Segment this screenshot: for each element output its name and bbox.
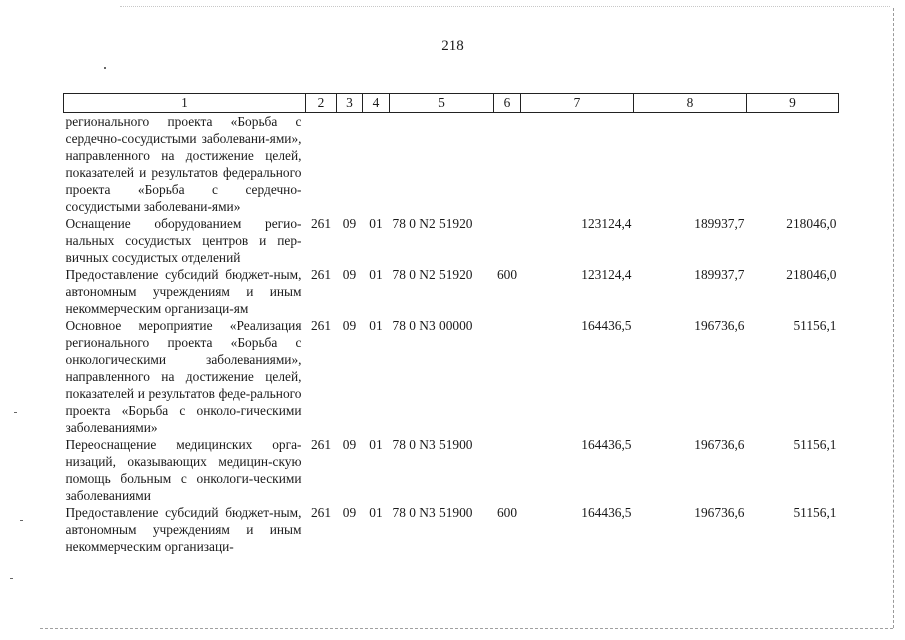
- cell-expense-type: 600: [496, 505, 518, 520]
- row-description: Предоставление субсидий бюджет-ным, автономным учреждениям и иным некоммерческим организаци-: [65, 505, 302, 554]
- scan-speck: [20, 520, 23, 521]
- cell-ministry-code: 261: [310, 318, 332, 333]
- column-header: 2: [306, 94, 337, 113]
- cell-amount-col8: 189937,7: [694, 267, 745, 282]
- scan-edge-top: [120, 6, 890, 7]
- page-number: 218: [441, 38, 464, 54]
- cell-subsection-code: 01: [369, 267, 383, 282]
- cell-target-article: 78 0 N2 51920: [392, 216, 473, 231]
- column-header: 3: [337, 94, 363, 113]
- budget-table: [63, 93, 839, 555]
- column-header: 1: [64, 94, 306, 113]
- cell-amount-col9: 218046,0: [786, 216, 837, 231]
- table-row: [64, 266, 839, 317]
- table-row: [64, 317, 839, 436]
- cell-amount-col9: [747, 113, 839, 216]
- cell-amount-col8: 189937,7: [694, 216, 745, 231]
- cell-amount-col7: 123124,4: [581, 267, 632, 282]
- cell-amount-col9: 51156,1: [793, 505, 837, 520]
- cell-subsection-code: [363, 113, 390, 216]
- scan-speck: [10, 578, 13, 579]
- cell-subsection-code: 01: [369, 505, 383, 520]
- cell-amount-col8: [634, 113, 747, 216]
- table-row: [64, 504, 839, 555]
- cell-subsection-code: 01: [369, 318, 383, 333]
- cell-amount-col9: 51156,1: [793, 318, 837, 333]
- cell-expense-type: [494, 215, 521, 266]
- cell-target-article: 78 0 N2 51920: [392, 267, 473, 282]
- column-header: 4: [363, 94, 390, 113]
- cell-amount-col7: [521, 113, 634, 216]
- column-header: 9: [747, 94, 839, 113]
- cell-section-code: 09: [342, 216, 357, 231]
- cell-expense-type: [494, 436, 521, 504]
- scan-edge-bottom: [40, 628, 893, 629]
- cell-section-code: [337, 113, 363, 216]
- cell-section-code: 09: [342, 318, 357, 333]
- cell-target-article: 78 0 N3 00000: [392, 318, 473, 333]
- column-header: 5: [390, 94, 494, 113]
- cell-amount-col7: 164436,5: [581, 318, 632, 333]
- column-header: 6: [494, 94, 521, 113]
- cell-amount-col9: 218046,0: [786, 267, 837, 282]
- scan-speck: [104, 67, 106, 69]
- cell-target-article: 78 0 N3 51900: [392, 505, 473, 520]
- row-description: Основное мероприятие «Реализация регионального проекта «Борьба с онкологическими заболеваниями», направленного на достижение целей, показателей и результатов феде-рального проекта «Борьба с онколо-гическими заболеваниями»: [65, 318, 302, 435]
- row-description: регионального проекта «Борьба с сердечно-сосудистыми заболевани-ями», направленного на достижение целей, показателей и результатов федерального проекта «Борьба с сердечно-сосудистыми заболевани-ями»: [65, 114, 302, 214]
- cell-subsection-code: 01: [369, 216, 383, 231]
- cell-ministry-code: 261: [310, 216, 332, 231]
- cell-amount-col7: 164436,5: [581, 437, 632, 452]
- table-header-row: [64, 94, 839, 113]
- cell-expense-type: [494, 113, 521, 216]
- column-header: 7: [521, 94, 634, 113]
- scan-edge-right: [893, 8, 894, 628]
- scan-speck: [14, 412, 17, 413]
- row-description: Оснащение оборудованием регио-нальных сосудистых центров и пер-вичных сосудистых отделений: [65, 216, 302, 265]
- cell-section-code: 09: [342, 505, 357, 520]
- cell-section-code: 09: [342, 267, 357, 282]
- table-row: [64, 113, 839, 216]
- table-row: [64, 215, 839, 266]
- column-header: 8: [634, 94, 747, 113]
- cell-ministry-code: 261: [310, 267, 332, 282]
- cell-ministry-code: [306, 113, 337, 216]
- cell-ministry-code: 261: [310, 505, 332, 520]
- cell-expense-type: 600: [496, 267, 518, 282]
- row-description: Предоставление субсидий бюджет-ным, автономным учреждениям и иным некоммерческим организаци-ям: [65, 267, 302, 316]
- cell-amount-col9: 51156,1: [793, 437, 837, 452]
- table-row: [64, 436, 839, 504]
- cell-ministry-code: 261: [310, 437, 332, 452]
- cell-amount-col8: 196736,6: [694, 437, 745, 452]
- cell-target-article: 78 0 N3 51900: [392, 437, 473, 452]
- cell-amount-col8: 196736,6: [694, 505, 745, 520]
- cell-amount-col7: 123124,4: [581, 216, 632, 231]
- cell-amount-col8: 196736,6: [694, 318, 745, 333]
- cell-section-code: 09: [342, 437, 357, 452]
- cell-expense-type: [494, 317, 521, 436]
- cell-target-article: [390, 113, 494, 216]
- cell-amount-col7: 164436,5: [581, 505, 632, 520]
- cell-subsection-code: 01: [369, 437, 383, 452]
- row-description: Переоснащение медицинских орга-низаций, оказывающих медицин-скую помощь больным с онкологи-ческими заболеваниями: [65, 437, 302, 503]
